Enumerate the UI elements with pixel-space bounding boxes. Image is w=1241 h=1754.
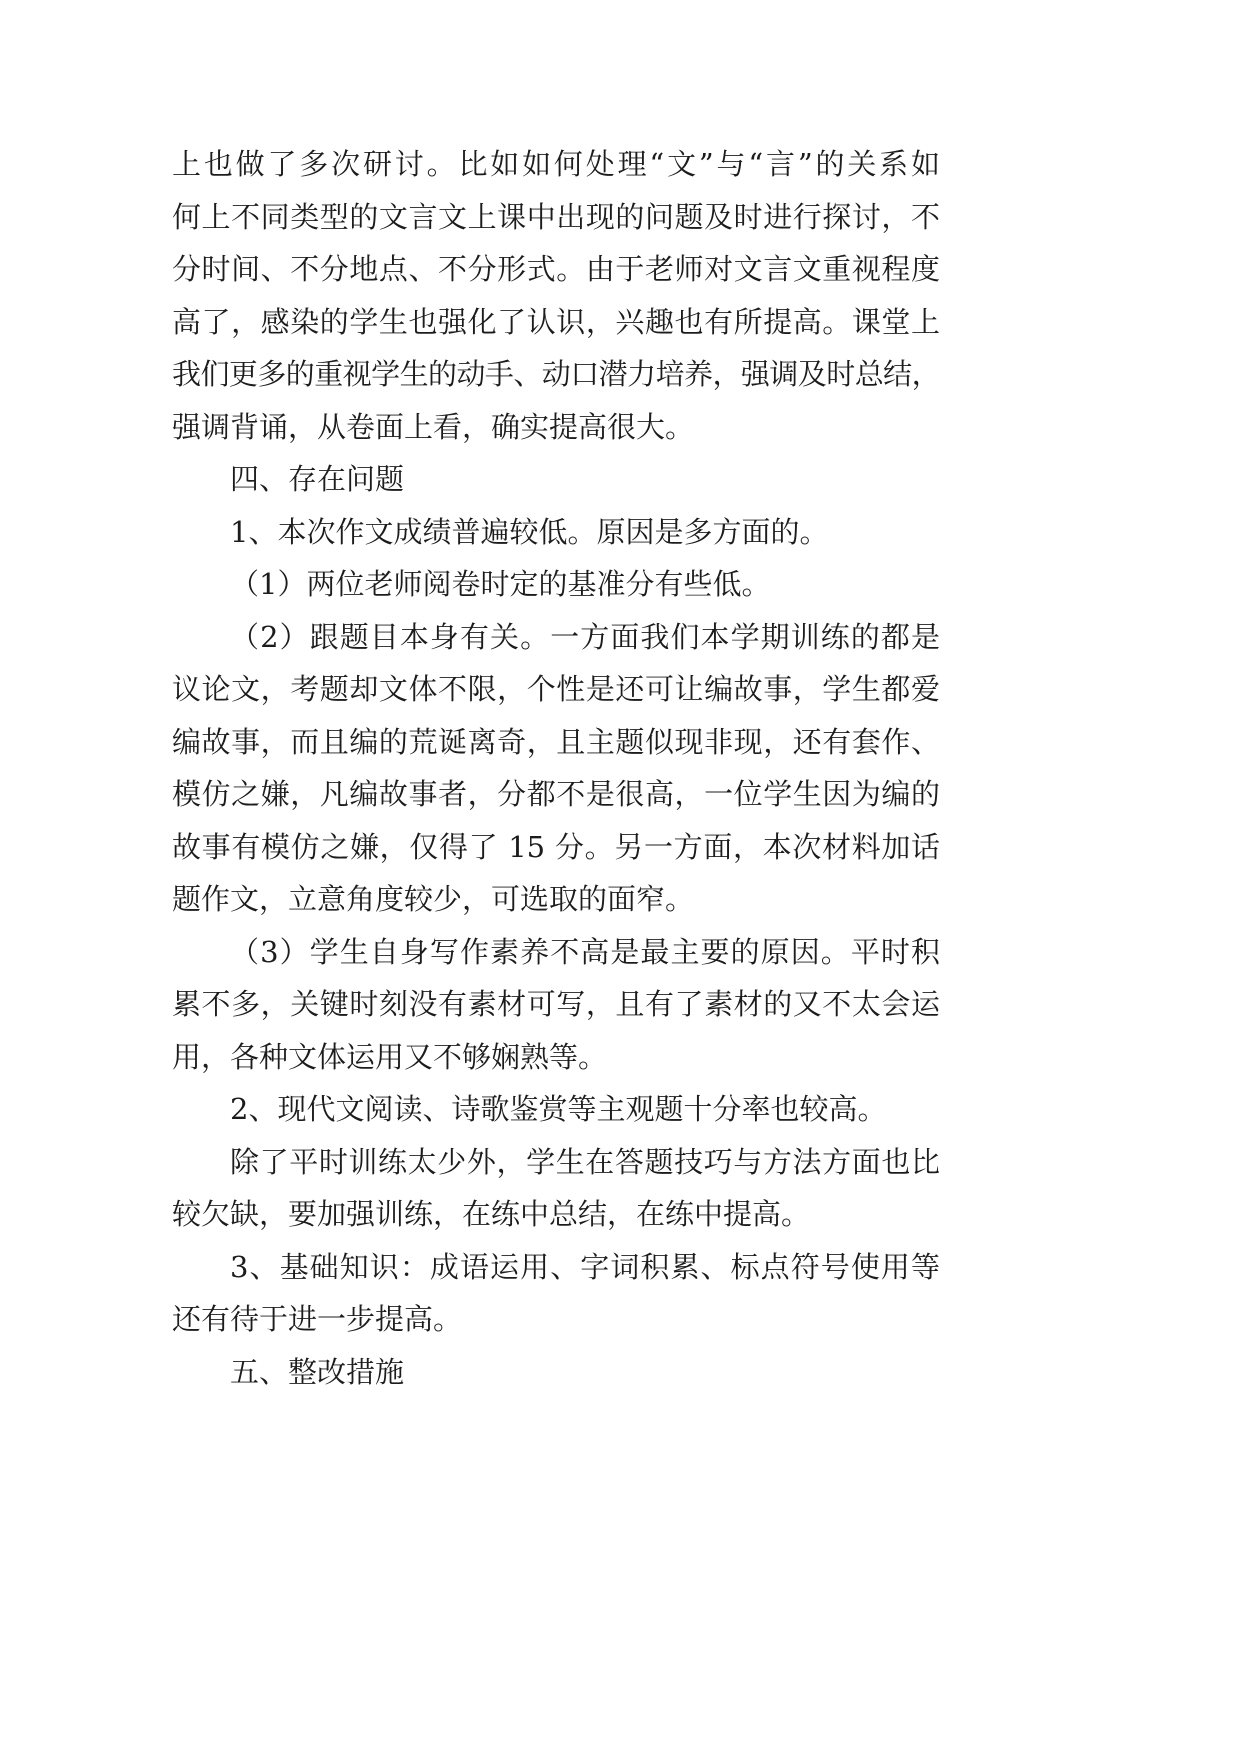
paragraph-line: 分时间、不分地点、不分形式。由于老师对文言文重视程度 <box>172 252 940 286</box>
paragraph-line: 我们更多的重视学生的动手、动口潜力培养，强调及时总结， <box>172 357 940 391</box>
paragraph-line: 强调背诵，从卷面上看，确实提高很大。 <box>172 409 695 444</box>
paragraph-line: 累不多，关键时刻没有素材可写，且有了素材的又不太会运 <box>172 987 940 1021</box>
section-heading: 五、整改措施 <box>230 1354 405 1389</box>
problem-item-2-detail <box>172 1136 940 1241</box>
paragraph-line: 高了，感染的学生也强化了认识，兴趣也有所提高。课堂上 <box>172 304 940 339</box>
sub-item-2 <box>172 611 940 926</box>
paragraph-line: 题作文，立意角度较少，可选取的面窄。 <box>172 882 695 916</box>
problem-item-2 <box>172 1083 940 1136</box>
paragraph-line: 2、现代文阅读、诗歌鉴赏等主观题十分率也较高。 <box>230 1092 887 1126</box>
paragraph-continued <box>172 138 940 453</box>
paragraph-line: 何上不同类型的文言文上课中出现的问题及时进行探讨，不 <box>172 199 940 234</box>
paragraph-line: （3）学生自身写作素养不高是最主要的原因。平时积 <box>230 934 940 969</box>
paragraph-line: 用，各种文体运用又不够娴熟等。 <box>172 1039 608 1074</box>
paragraph-line: 1、本次作文成绩普遍较低。原因是多方面的。 <box>230 514 829 549</box>
paragraph-line: （1）两位老师阅卷时定的基准分有些低。 <box>230 567 771 601</box>
paragraph-line: 编故事，而且编的荒诞离奇，且主题似现非现，还有套作、 <box>172 724 940 759</box>
paragraph-line: （2）跟题目本身有关。一方面我们本学期训练的都是 <box>230 619 940 654</box>
paragraph-line: 议论文，考题却文体不限，个性是还可让编故事，学生都爱 <box>172 672 940 706</box>
section-heading: 四、存在问题 <box>230 462 405 496</box>
paragraph-line: 模仿之嫌，凡编故事者，分都不是很高，一位学生因为编的 <box>172 777 940 811</box>
paragraph-line: 较欠缺，要加强训练，在练中总结，在练中提高。 <box>172 1197 811 1231</box>
paragraph-line: 上也做了多次研讨。比如如何处理“文”与“言”的关系如 <box>172 147 940 181</box>
problem-item-3 <box>172 1241 940 1346</box>
sub-item-1 <box>172 558 940 611</box>
section-heading-measures <box>172 1346 940 1399</box>
paragraph-line: 故事有模仿之嫌，仅得了 15 分。另一方面，本次材料加话 <box>172 829 940 864</box>
problem-item-1 <box>172 506 940 559</box>
paragraph-line: 3、基础知识：成语运用、字词积累、标点符号使用等 <box>230 1249 940 1284</box>
sub-item-3 <box>172 926 940 1084</box>
document-body <box>172 138 940 1398</box>
paragraph-line: 还有待于进一步提高。 <box>172 1302 463 1336</box>
section-heading-problems <box>172 453 940 506</box>
paragraph-line: 除了平时训练太少外，学生在答题技巧与方法方面也比 <box>230 1144 940 1179</box>
